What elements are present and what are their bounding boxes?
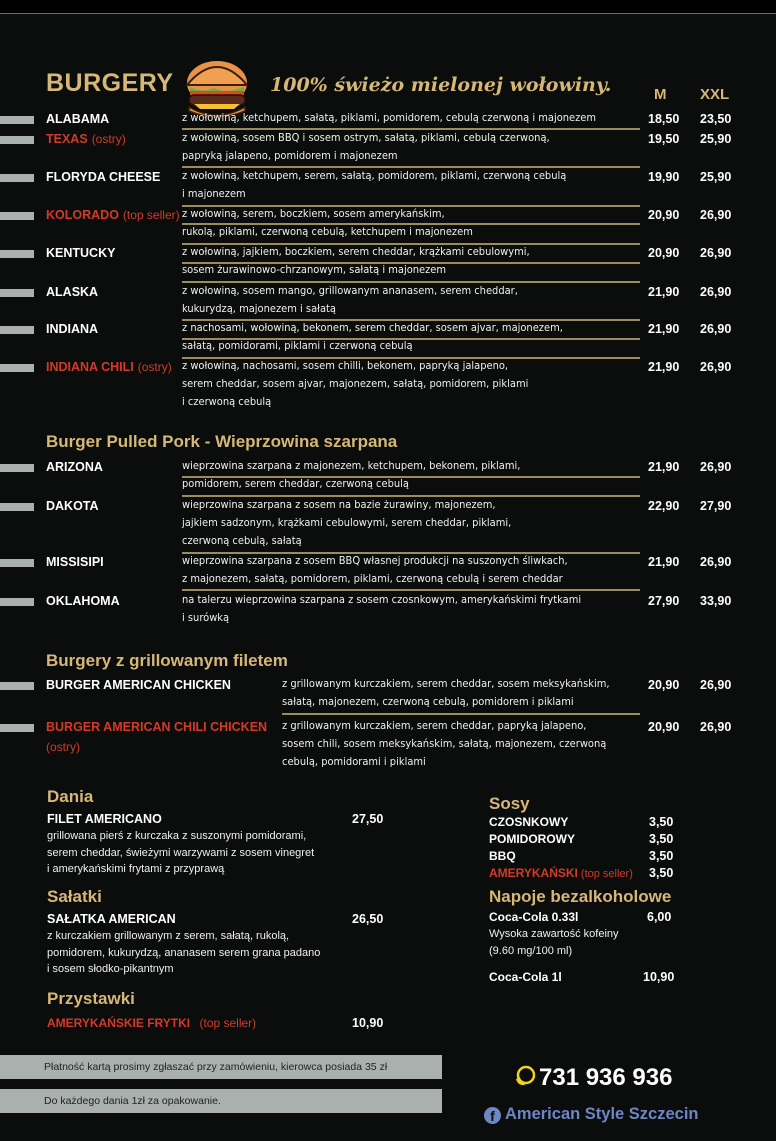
payment-note: [0, 1055, 442, 1079]
section-title-salatki: Sałatki: [47, 887, 102, 906]
item-name: FILET AMERICANO: [47, 812, 162, 826]
item-description: [182, 357, 528, 411]
desc-line: serem cheddar, świeżymi warzywami z sosem vinegret: [47, 846, 315, 859]
price-xxl: 33,90: [700, 594, 732, 608]
desc-line: serem cheddar, sosem ajvar, majonezem, sałatą, pomidorem, piklami: [182, 377, 529, 390]
price-xxl: 26,90: [700, 322, 732, 336]
item-description: [47, 928, 320, 978]
sauce-name: [489, 815, 568, 829]
item-name: [46, 170, 160, 184]
item-description: [182, 282, 518, 318]
item-name: [46, 678, 231, 692]
section-title-pulled-pork: Burger Pulled Pork - Wieprzowina szarpana: [46, 432, 398, 451]
price-xxl: 26,90: [700, 720, 732, 734]
item-price: 26,50: [352, 912, 384, 926]
price-xxl: 26,90: [700, 460, 732, 474]
section-title-grilled: Burgery z grillowanym filetem: [46, 651, 288, 670]
price-m: 20,90: [648, 208, 680, 222]
desc-line: z grillowanym kurczakiem, serem cheddar, sosem meksykańskim,: [282, 677, 610, 690]
price-xxl: 23,50: [700, 112, 732, 126]
item-name-text: DAKOTA: [46, 499, 99, 513]
desc-line: z wołowiną, sosem BBQ i sosem ostrym, sałatą, piklami, cebulą czerwoną,: [182, 131, 550, 144]
item-description: [182, 167, 566, 203]
desc-line: jajkiem sadzonym, krążkami cebulowymi, serem cheddar, piklami,: [182, 516, 512, 529]
desc-line: z nachosami, wołowiną, bekonem, serem cheddar, sosem ajvar, majonezem,: [182, 321, 563, 334]
menu-page: [0, 13, 776, 1141]
item-name: [46, 322, 98, 336]
drink-price: 6,00: [647, 910, 672, 924]
sauce-name: [489, 866, 633, 880]
desc-line: papryką jalapeno, pomidorem i majonezem: [182, 149, 398, 162]
divider: [182, 223, 640, 225]
item-name-text: TEXAS: [46, 132, 88, 146]
item-description: [282, 675, 610, 711]
row-marker-bar: [0, 464, 34, 472]
item-description: [47, 828, 314, 878]
price-xxl: 26,90: [700, 555, 732, 569]
price-m: 18,50: [648, 112, 680, 126]
price-xxl: 26,90: [700, 246, 732, 260]
facebook-text: American Style Szczecin: [505, 1105, 699, 1123]
sauce-name-text: POMIDOROWY: [489, 832, 575, 846]
price-m: 19,50: [648, 132, 680, 146]
price-xxl: 25,90: [700, 170, 732, 184]
item-name: [46, 208, 180, 222]
item-name: SAŁATKA AMERICAN: [47, 912, 176, 926]
item-price: 10,90: [352, 1016, 384, 1030]
item-tag: (top seller): [122, 208, 180, 222]
item-tag: (ostry): [46, 740, 80, 754]
top-seller-tag: (top seller): [199, 1016, 257, 1030]
packaging-note: [0, 1089, 442, 1113]
divider: [282, 713, 640, 715]
item-name: [46, 112, 109, 126]
desc-line: cebulą, pomidorami i piklami: [282, 755, 426, 768]
item-name-text: ALABAMA: [46, 112, 110, 126]
item-name: [47, 1016, 256, 1030]
section-title-burgery: BURGERY: [46, 69, 174, 97]
item-name: [46, 360, 172, 374]
drink-name: Coca-Cola 1l: [489, 970, 562, 984]
item-name-text: KOLORADO: [46, 208, 119, 222]
item-name: [46, 555, 104, 569]
row-marker-bar: [0, 724, 34, 732]
row-marker-bar: [0, 598, 34, 606]
item-name-text: KENTUCKY: [46, 246, 116, 260]
item-description: [182, 109, 596, 127]
desc-line: z wołowiną, ketchupem, sałatą, piklami, pomidorem, cebulą czerwoną i majonezem: [182, 111, 597, 124]
row-marker-bar: [0, 364, 34, 372]
price-m: 21,90: [648, 322, 680, 336]
desc-line: sałatą, pomidorami, piklami i czerwoną cebulą: [182, 339, 413, 352]
desc-line: sałatą, majonezem, czerwoną cebulą, pomidorem i piklami: [282, 695, 574, 708]
item-name: [46, 499, 99, 513]
drink-note: [489, 926, 619, 959]
drink-price: 10,90: [643, 970, 675, 984]
section-title-dania: Dania: [47, 787, 94, 806]
desc-line: i czerwoną cebulą: [182, 395, 272, 408]
section-title-przystawki: Przystawki: [47, 989, 135, 1008]
desc-line: wieprzowina szarpana z sosem na bazie żurawiny, majonezem,: [182, 498, 496, 511]
desc-line: wieprzowina szarpana z sosem BBQ własnej produkcji na suszonych śliwkach,: [182, 554, 568, 567]
desc-line: pomidorem, kukurydzą, ananasem serem grana padano: [47, 946, 321, 959]
price-m: 21,90: [648, 555, 680, 569]
desc-line: na talerzu wieprzowina szarpana z sosem czosnkowym, amerykańskimi frytkami: [182, 593, 582, 606]
price-xxl: 26,90: [700, 360, 732, 374]
column-header-xxl: XXL: [700, 86, 730, 103]
note-line: (9.60 mg/100 ml): [489, 944, 573, 957]
sauce-name: [489, 849, 516, 863]
price-xxl: 26,90: [700, 285, 732, 299]
desc-line: sosem chili, sosem meksykańskim, sałatą, majonezem, czerwoną: [282, 737, 607, 750]
row-marker-bar: [0, 503, 34, 511]
sauce-price: 3,50: [649, 832, 674, 846]
item-tag: (ostry): [137, 360, 172, 374]
sauce-name-text: CZOSNKOWY: [489, 815, 569, 829]
section-title-sosy: Sosy: [489, 794, 530, 813]
packaging-note-text: Do każdego dania 1zł za opakowanie.: [44, 1095, 221, 1107]
item-name: [46, 720, 267, 754]
item-name-text: OKLAHOMA: [46, 594, 120, 608]
item-name: [46, 460, 103, 474]
price-m: 22,90: [648, 499, 680, 513]
tagline: 100% świeżo mielonej wołowiny.: [270, 74, 612, 96]
item-name-text: INDIANA: [46, 322, 99, 336]
facebook-link[interactable]: [484, 1105, 699, 1124]
phone-number[interactable]: [514, 1064, 672, 1094]
price-m: 20,90: [648, 246, 680, 260]
desc-line: grillowana pierś z kurczaka z suszonymi pomidorami,: [47, 830, 307, 842]
desc-line: z kurczakiem grillowanym z serem, sałatą, rukolą,: [47, 930, 290, 942]
desc-line: z wołowiną, ketchupem, serem, sałatą, pomidorem, piklami, czerwoną cebulą: [182, 169, 567, 182]
item-description: [182, 591, 581, 627]
item-tag: (ostry): [91, 132, 126, 146]
price-m: 21,90: [648, 360, 680, 374]
desc-line: z wołowiną, nachosami, sosem chilli, bekonem, papryką jalapeno,: [182, 359, 509, 372]
price-m: 21,90: [648, 460, 680, 474]
item-name-text: ARIZONA: [46, 460, 103, 474]
desc-line: czerwoną cebulą, sałatą: [182, 534, 302, 547]
desc-line: z wołowiną, jajkiem, boczkiem, serem cheddar, krążkami cebulowymi,: [182, 245, 530, 258]
row-marker-bar: [0, 682, 34, 690]
item-name: [46, 132, 126, 146]
desc-line: i surówką: [182, 611, 230, 624]
price-m: 19,90: [648, 170, 680, 184]
column-header-m: M: [654, 86, 667, 103]
desc-line: rukolą, piklami, czerwoną cebulą, ketchupem i majonezem: [182, 225, 473, 238]
phone-text: 731 936 936: [539, 1064, 673, 1091]
item-description: [182, 319, 563, 355]
row-marker-bar: [0, 116, 34, 124]
price-xxl: 26,90: [700, 678, 732, 692]
item-name: [46, 246, 115, 260]
row-marker-bar: [0, 212, 34, 220]
price-m: 27,90: [648, 594, 680, 608]
price-xxl: 27,90: [700, 499, 732, 513]
sauce-name-text: BBQ: [489, 849, 516, 863]
row-marker-bar: [0, 174, 34, 182]
row-marker-bar: [0, 136, 34, 144]
desc-line: z wołowiną, sosem mango, grillowanym ananasem, serem cheddar,: [182, 284, 518, 297]
divider: [182, 262, 640, 264]
drink-name: Coca-Cola 0.33l: [489, 910, 579, 924]
item-description: [182, 129, 550, 165]
item-description: [282, 717, 606, 771]
item-name-text: FLORYDA CHEESE: [46, 170, 161, 184]
item-name: [46, 594, 120, 608]
desc-line: z majonezem, sałatą, pomidorem, piklami, czerwoną cebulą i serem cheddar: [182, 572, 563, 585]
item-name-text: BURGER AMERICAN CHICKEN: [46, 678, 231, 692]
desc-line: kukurydzą, majonezem i sałatą: [182, 302, 336, 315]
desc-line: i amerykańskimi frytami z przyprawą: [47, 863, 225, 875]
item-name: [46, 285, 98, 299]
item-description: [182, 496, 511, 550]
top-seller-tag: (top seller): [580, 868, 633, 880]
desc-line: wieprzowina szarpana z majonezem, ketchupem, bekonem, piklami,: [182, 459, 521, 472]
desc-line: i majonezem: [182, 187, 246, 200]
item-name-text: AMERYKAŃSKIE FRYTKI: [47, 1016, 191, 1030]
sauce-name-text: AMERYKAŃSKI: [489, 866, 578, 880]
desc-line: z grillowanym kurczakiem, serem cheddar, papryką jalapeno,: [282, 719, 587, 732]
row-marker-bar: [0, 289, 34, 297]
price-xxl: 26,90: [700, 208, 732, 222]
row-marker-bar: [0, 559, 34, 567]
desc-line: z wołowiną, serem, boczkiem, sosem amerykańskim,: [182, 207, 445, 220]
price-m: 20,90: [648, 678, 680, 692]
item-description: [182, 457, 520, 493]
desc-line: i sosem słodko-pikantnym: [47, 963, 174, 975]
sauce-price: 3,50: [649, 815, 674, 829]
sauce-price: 3,50: [649, 849, 674, 863]
payment-note-text: Płatność kartą prosimy zgłaszać przy zamówieniu, kierowca posiada 35 zł: [44, 1061, 388, 1073]
row-marker-bar: [0, 250, 34, 258]
divider: [182, 476, 640, 478]
desc-line: sosem żurawinowo-chrzanowym, sałatą i majonezem: [182, 263, 447, 276]
section-title-napoje: Napoje bezalkoholowe: [489, 887, 672, 906]
price-xxl: 25,90: [700, 132, 732, 146]
note-line: Wysoka zawartość kofeiny: [489, 928, 619, 940]
desc-line: pomidorem, serem cheddar, czerwoną cebulą: [182, 477, 409, 490]
sauce-name: [489, 832, 575, 846]
item-name-text: INDIANA CHILI: [46, 360, 134, 374]
row-marker-bar: [0, 326, 34, 334]
sauce-price: 3,50: [649, 866, 674, 880]
item-name-text: MISSISIPI: [46, 555, 104, 569]
item-price: 27,50: [352, 812, 384, 826]
divider: [182, 338, 640, 340]
phone-icon: [514, 1065, 536, 1094]
item-name-text: BURGER AMERICAN CHILI CHICKEN: [46, 720, 268, 734]
item-name-text: ALASKA: [46, 285, 99, 299]
item-description: [182, 243, 530, 279]
item-description: [182, 552, 568, 588]
price-m: 20,90: [648, 720, 680, 734]
facebook-icon: f: [484, 1107, 501, 1124]
price-m: 21,90: [648, 285, 680, 299]
